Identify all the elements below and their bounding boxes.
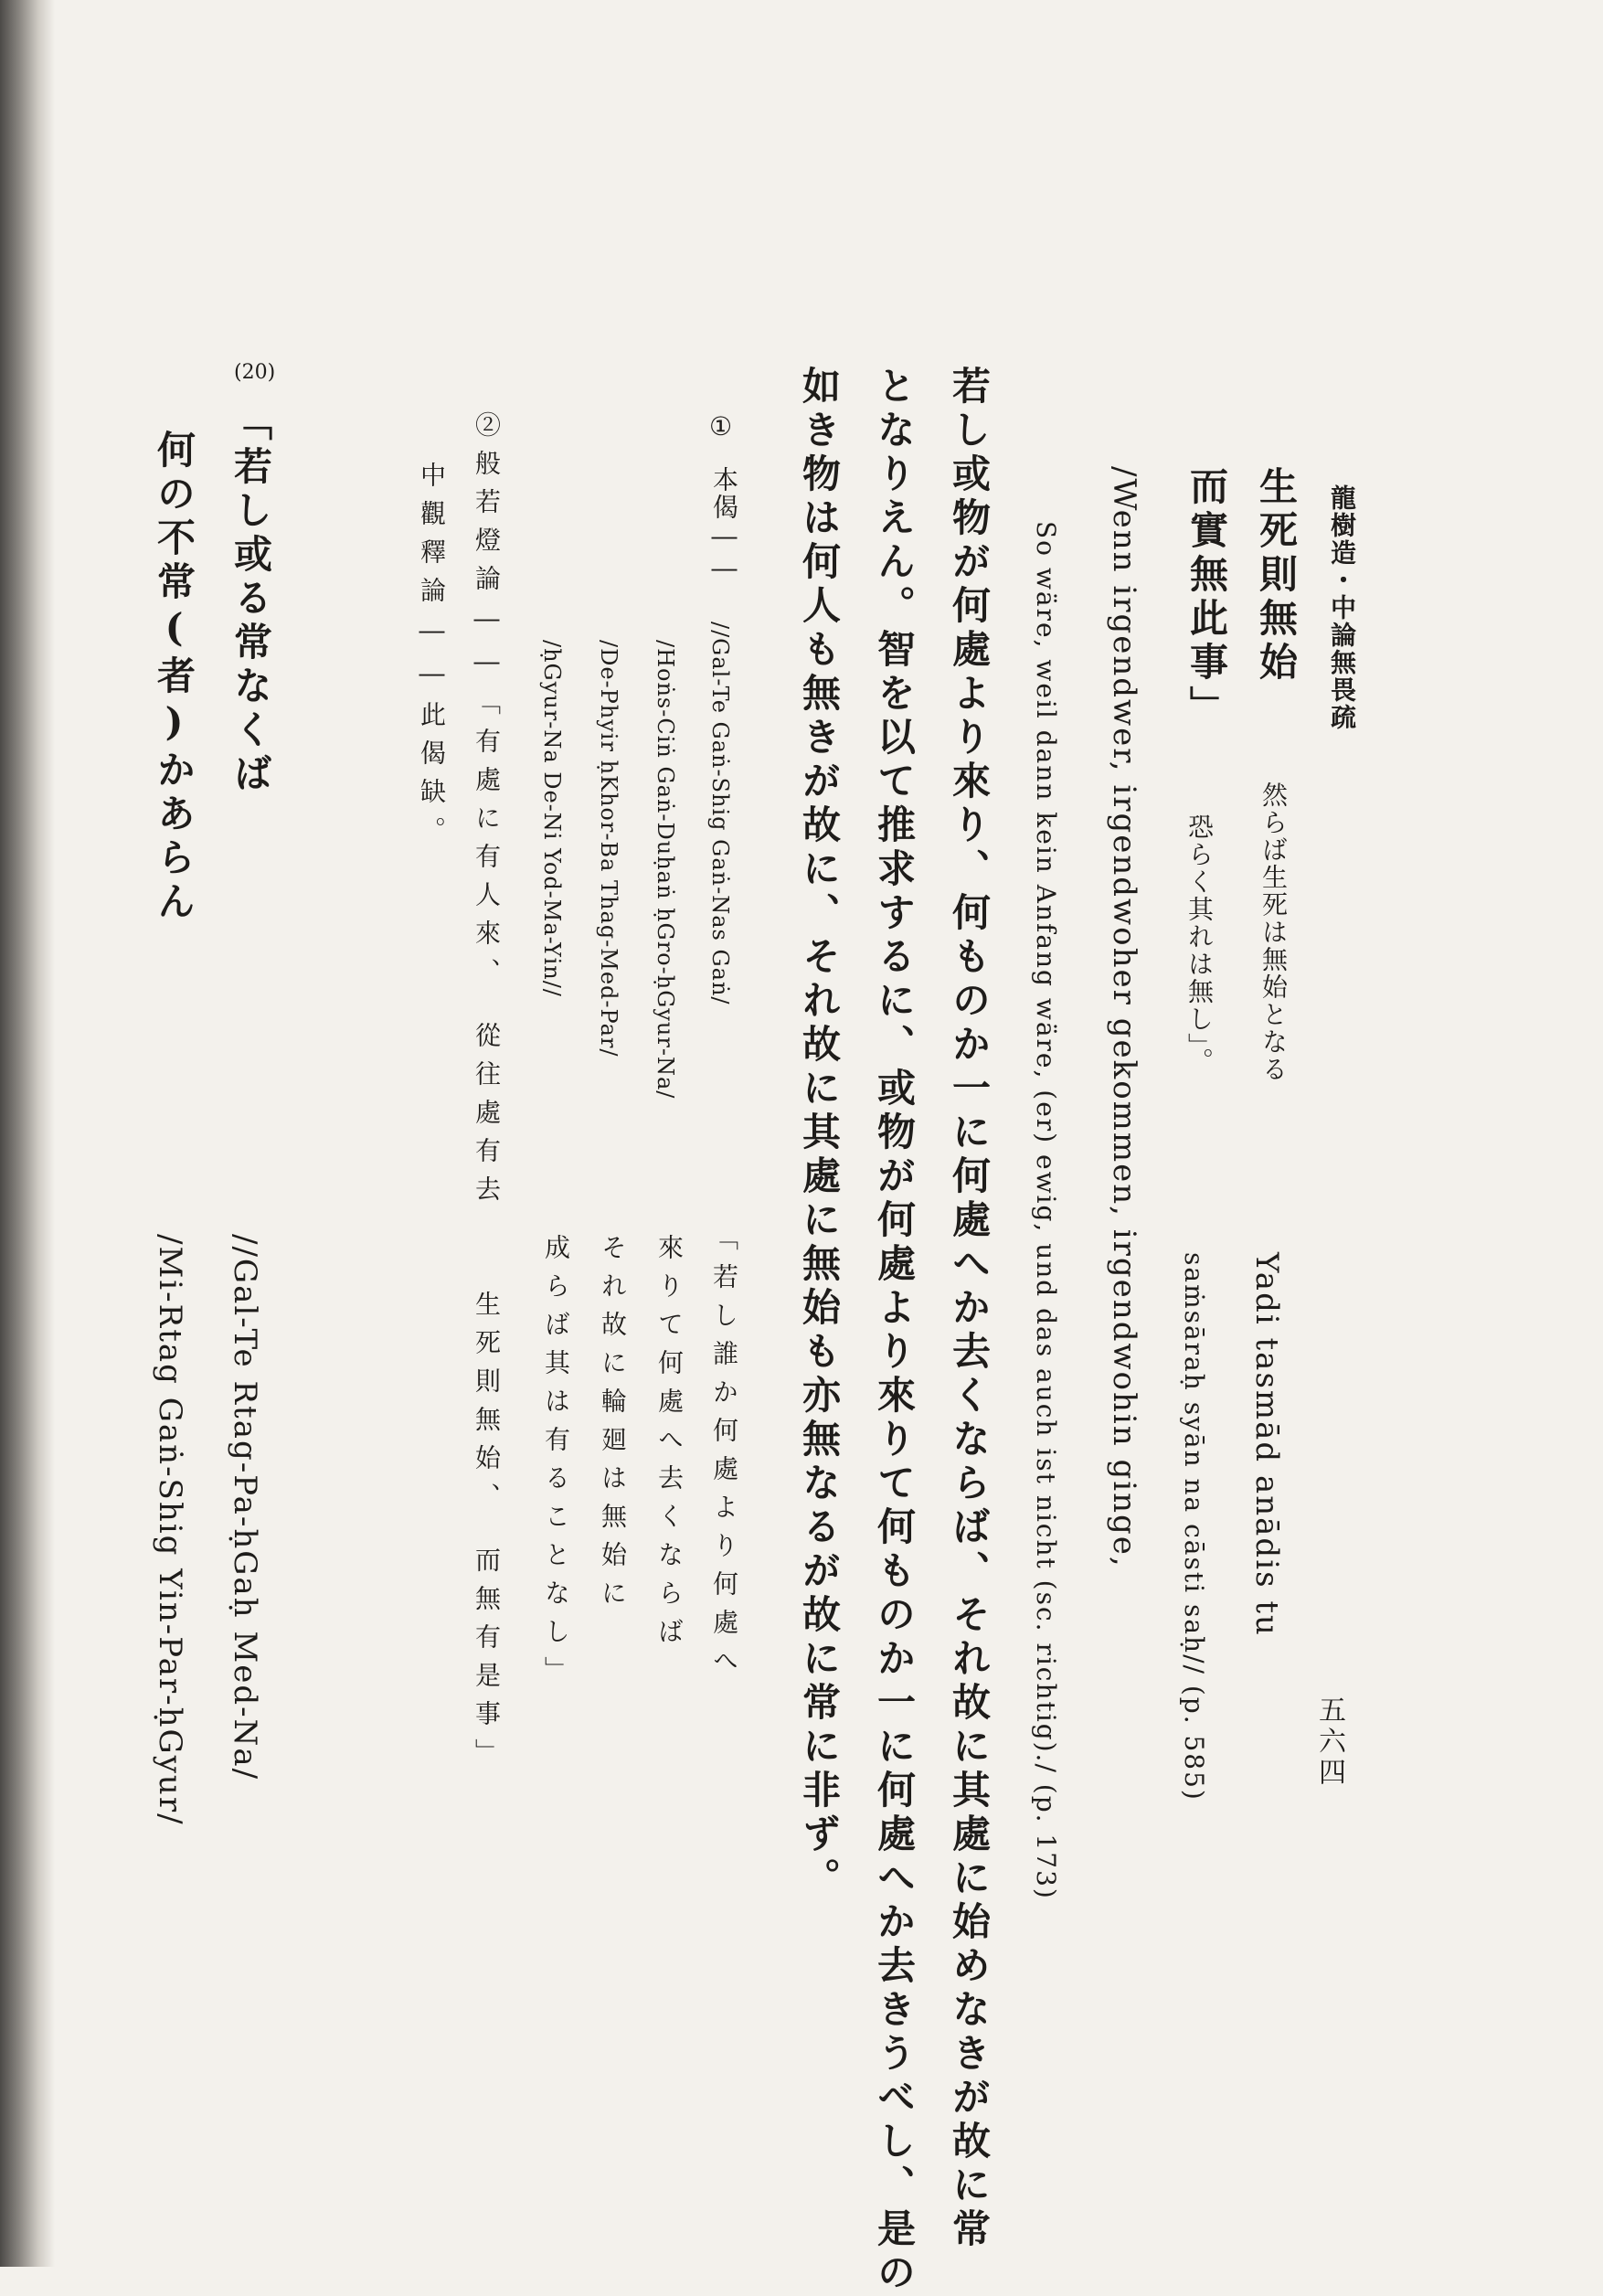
note1-japanese-line3: それ故に輪廻は無始に: [598, 1234, 628, 1618]
verse19-japanese-line1: 然らば生死は無始となる: [1258, 781, 1289, 1083]
verse19-sanskrit-line1: Yadi tasmād anādis tu: [1248, 1252, 1285, 1637]
note1-japanese-line1: 「若し誰か何處より何處へ: [709, 1225, 739, 1685]
verse19-sanskrit-line2: saṁsāraḥ syān na cāsti saḥ// (p. 585): [1179, 1252, 1209, 1802]
note1-tibetan-line3: /De-Phyir ḥKhor-Ba Thag-Med-Par/: [596, 640, 621, 1058]
page-gutter-shadow: [0, 0, 55, 2267]
running-title: 龍樹造・中論無畏疏: [1327, 484, 1357, 731]
commentary-line1: 若し或物が何處より來り、何ものか一に何處へか去くならば、それ故に其處に始めなきが故に常: [947, 366, 992, 2252]
note1-tibetan-line4: /ḥGyur-Na De-Ni Yod-Ma-Yin//: [539, 640, 565, 997]
note2-marker: ②: [472, 411, 502, 450]
verse19-japanese-line2: 恐らく其れは無し」。: [1184, 813, 1215, 1075]
verse19-german-line1: /Wenn irgendwer, irgendwoher gekommen, irgendwohin ginge,: [1106, 466, 1142, 1568]
note1-tibetan-line1: //Gal-Te Gaṅ-Shig Gaṅ-Nas Gaṅ/: [707, 622, 733, 1005]
note2-prajnapradipa: [468, 411, 504, 1777]
note1-japanese-line4: 成らば其は有ることなし」: [541, 1234, 571, 1695]
verse20-tibetan-line2: /Mi-Rtag Gaṅ-Shig Yin-Par-ḥGyur/: [152, 1234, 188, 1826]
note2-madhyamaka-commentary: 中觀釋論――此偈缺。: [417, 462, 447, 855]
verse19-german-line2: So wäre, weil dann kein Anfang wäre, (er) ewig, und das auch ist nicht (sc. richtig)./ (p. 173): [1031, 521, 1061, 1900]
note1-tibetan-line2: /Hoṅs-Ciṅ Gaṅ-Duḥaṅ ḥGro-ḥGyur-Na/: [653, 640, 678, 1100]
note1-label: 本偈――: [709, 466, 739, 585]
verse19-chinese-line1: 生死則無始: [1254, 466, 1299, 686]
verse19-chinese-line2: 而實無此事」: [1184, 466, 1229, 729]
note1-marker: ①: [706, 411, 736, 443]
verse20-number: (20): [234, 361, 276, 384]
commentary-line3: 如き物は何人も無きが故に、それ故に其處に無始も亦無なるが故に常に非ず。: [797, 366, 842, 1901]
verse20-japanese-line2: 何の不常(者)かあらん: [152, 430, 196, 925]
verse20-tibetan-line1: //Gal-Te Rtag-Pa-ḥGaḥ Med-Na/: [227, 1234, 263, 1781]
note1-japanese-line2: 來りて何處へ去くならば: [654, 1234, 685, 1656]
verse20-japanese-line1: 「若し或る常なくば: [228, 402, 273, 797]
note2-prajnapradipa-text: 般若燈論――「有處に有人來、 從往處有去 生死則無始、 而無有是事」: [472, 450, 502, 1777]
commentary-line2: となりえん。智を以て推求するに、或物が何處より來りて何ものか一に何處へか去きうべし、是の: [872, 366, 917, 2296]
page-number: 五六四: [1313, 1695, 1345, 1789]
